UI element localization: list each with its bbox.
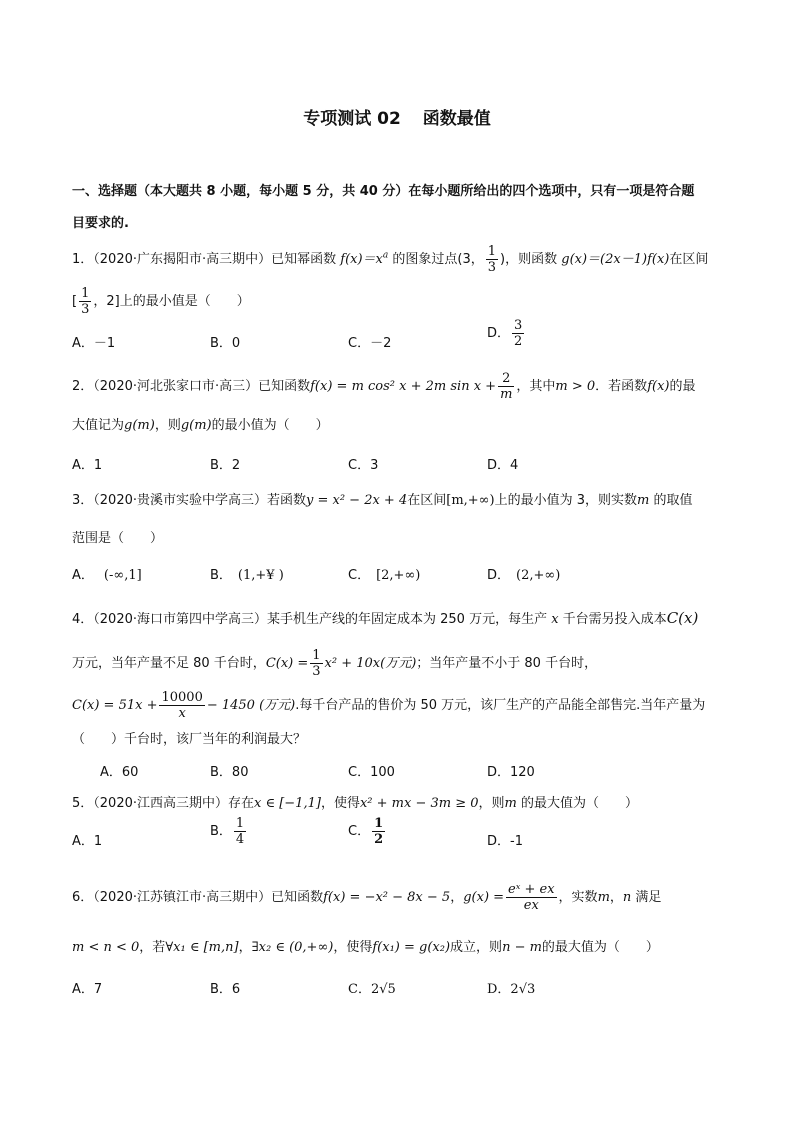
q4-option-c[interactable]: C．100 [348, 765, 395, 780]
q2-cond: m > 0 [555, 379, 596, 394]
q6-line2-h: 成立，则 [450, 940, 503, 955]
q1-mid2: )，则函数 [500, 252, 562, 267]
q3-option-c[interactable] [348, 564, 420, 583]
q2-option-a[interactable]: A．1 [72, 458, 103, 473]
q2-fx: f(x) [647, 379, 670, 394]
q6-comma: ， [450, 890, 464, 905]
q5-optc-den: 2 [374, 832, 384, 847]
question-3-line2: 范围是（ ） [72, 531, 164, 546]
q6-end: 满足 [631, 890, 662, 905]
q5-ineq: x² + mx − 3m ≥ 0 [359, 796, 479, 811]
section-header-line1: 一、选择题（本大题共 8 小题，每小题 5 分，共 40 分）在每小题所给出的四个选项中，只有一项是符合题 [72, 184, 695, 199]
q4-option-a[interactable]: A．60 [100, 765, 139, 780]
q2-option-d[interactable]: D．4 [487, 458, 519, 473]
q3-optc-label: C． [348, 568, 371, 583]
q1-optd-num: 3 [514, 318, 523, 333]
q1-optd-den: 2 [514, 334, 523, 349]
q6-line2-f: ，使得 [333, 940, 373, 955]
question-1-line2 [72, 286, 250, 317]
q4-line3-frac-den: x [178, 706, 186, 721]
q1-frac2-num: 1 [81, 286, 90, 301]
q1-option-d[interactable] [487, 318, 526, 349]
q2-gm2: g(m) [180, 418, 212, 433]
q4-line1-b: 千台需另投入成本 [558, 612, 667, 627]
q4-line3-expr-b: − 1450 (万元) [206, 698, 296, 713]
question-1-line1 [72, 244, 708, 275]
q3-optd-value: (2,+∞) [516, 568, 561, 583]
q6-g-frac [506, 882, 557, 913]
q2-line2-b: ，则 [154, 418, 181, 433]
q4-x: x [551, 612, 559, 627]
q3-optc-value: [2,+∞) [376, 568, 421, 583]
q2-frac-num: 2 [498, 371, 514, 387]
q6-option-c[interactable]: C．2√5 [348, 982, 396, 997]
q6-option-b[interactable]: B．6 [210, 982, 241, 997]
question-4-line1 [72, 608, 698, 627]
question-6-line2 [72, 936, 659, 955]
section-header-line2: 目要求的. [72, 216, 129, 231]
q6-option-d[interactable]: D．2√3 [487, 982, 536, 997]
q6-fx: f(x) = −x² − 8x − 5 [323, 890, 451, 905]
q1-option-c[interactable]: C．－2 [348, 336, 392, 351]
q5-option-d[interactable]: D．-1 [487, 834, 523, 849]
q2-mid: ，其中 [516, 379, 556, 394]
q1-bracket: [ [72, 294, 78, 309]
q4-line2-frac [310, 648, 322, 679]
q3-mid: 在区间 [407, 493, 447, 508]
q1-frac-num: 1 [487, 244, 497, 259]
q3-end2: 的取值 [649, 493, 693, 508]
q3-opta-value: (-∞,1] [103, 568, 142, 583]
q1-optd-frac [512, 318, 524, 349]
q1-line2-end: ，2]上的最小值是（ ） [93, 294, 250, 309]
q2-gm: g(m) [124, 418, 155, 433]
q6-line2-d: ， [238, 940, 252, 955]
q3-opta-label: A． [72, 568, 94, 583]
q4-line2-frac-num: 1 [312, 648, 321, 663]
q1-prefix: 1．（2020·广东揭阳市·高三期中）已知幂函数 [72, 252, 341, 267]
question-3-line1 [72, 489, 692, 508]
q4-line2-expr-b: x² + 10x(万元) [324, 656, 417, 671]
q4-option-b[interactable]: B．80 [210, 765, 249, 780]
q5-optb-den: 4 [235, 832, 245, 847]
q4-line2-expr-a: C(x) = [265, 656, 309, 671]
q5-option-b[interactable] [210, 816, 248, 847]
q5-option-a[interactable]: A．1 [72, 834, 103, 849]
q1-fraction [486, 244, 498, 275]
q6-g-den: ex [523, 898, 539, 913]
q4-line3-frac-num: 10000 [161, 690, 203, 705]
q5-option-c[interactable] [348, 816, 387, 847]
question-6-line1 [72, 882, 661, 913]
q1-gx: g(x)＝(2x－1)f(x) [561, 252, 670, 267]
q3-option-d[interactable] [487, 564, 560, 583]
q6-mid: ，实数 [558, 890, 598, 905]
q6-line2-i: n − m [502, 940, 542, 955]
q1-frac2-den: 3 [81, 302, 90, 317]
q5-mid2: ，则 [478, 796, 505, 811]
q3-option-b[interactable] [210, 564, 284, 583]
q5-optb-label: B． [210, 824, 232, 839]
q1-fx-exp: a [382, 250, 389, 261]
q2-end: ．若函数 [595, 379, 648, 394]
q6-line2-j: 的最大值为（ ） [541, 940, 659, 955]
q6-sep: ， [609, 890, 623, 905]
question-4-line2 [72, 648, 597, 679]
q6-n: n [622, 890, 632, 905]
q1-mid1: 的图象过点(3， [388, 252, 484, 267]
q4-line3-expr-a: C(x) = 51x + [72, 698, 158, 713]
q6-line2-b: ，若 [139, 940, 166, 955]
q3-expr: y = x² − 2x + 4 [306, 493, 408, 508]
q5-prefix: 5．（2020·江西高三期中）存在 [72, 796, 254, 811]
title-part2: 函数最值 [422, 109, 491, 129]
question-5-line1 [72, 792, 638, 811]
q5-m: m [504, 796, 517, 811]
q2-prefix: 2．（2020·河北张家口市·高三）已知函数 [72, 379, 311, 394]
q1-frac-den: 3 [487, 260, 497, 275]
question-4-line3 [72, 690, 705, 721]
q3-optd-label: D． [487, 568, 511, 583]
q3-optb-value: (1,+¥ ) [237, 568, 284, 583]
question-2-line1 [72, 371, 696, 402]
q6-option-a[interactable]: A．7 [72, 982, 103, 997]
q3-optb-label: B． [210, 568, 232, 583]
q4-option-d[interactable]: D．120 [487, 765, 535, 780]
q2-fraction [498, 371, 514, 402]
q3-m: m [636, 493, 650, 508]
q6-gx: g(x) = [463, 890, 505, 905]
q6-g-num: eˣ + ex [508, 882, 555, 897]
q5-optc-num: 1 [374, 816, 384, 831]
q2-line2-c: 的最小值为（ ） [211, 418, 329, 433]
question-2-line2 [72, 414, 329, 433]
q1-option-a[interactable]: A．－1 [72, 336, 116, 351]
q1-fx: f(x)＝x [340, 252, 383, 267]
q3-interval: [m,+∞) [446, 493, 495, 508]
q2-line2-a: 大值记为 [72, 418, 125, 433]
q5-optc-label: C． [348, 824, 371, 839]
q6-line2-c: ∀x₁ ∈ [m,n] [165, 940, 239, 955]
q5-cond: x ∈ [−1,1] [254, 796, 321, 811]
q6-line2-g: f(x₁) = g(x₂) [372, 940, 451, 955]
q5-optc-frac [372, 816, 385, 847]
q4-line1-a: 4．（2020·海口市第四中学高三）某手机生产线的年固定成本为 250 万元，每生产 [72, 612, 552, 627]
question-4-line4: （ ）千台时，该厂当年的利润最大？ [72, 732, 307, 747]
q6-line2-a: m < n < 0 [72, 940, 140, 955]
q4-line2-a: 万元，当年产量不足 80 千台时， [72, 656, 266, 671]
q2-option-b[interactable]: B．2 [210, 458, 241, 473]
q4-line2-b: ；当年产量不小于 80 千台时， [416, 656, 598, 671]
q5-optb-frac [234, 816, 246, 847]
q3-option-a[interactable] [72, 564, 142, 583]
q5-optb-num: 1 [235, 816, 245, 831]
q6-prefix: 6．（2020·江苏镇江市·高三期中）已知函数 [72, 890, 324, 905]
q5-mid: ，使得 [320, 796, 360, 811]
page-title [0, 104, 794, 129]
q2-expr1: f(x) = m cos² x + 2m sin x + [310, 379, 497, 394]
q1-fraction2 [79, 286, 91, 317]
q4-line2-frac-den: 3 [312, 664, 321, 679]
q3-prefix: 3．（2020·贵溪市实验中学高三）若函数 [72, 493, 306, 508]
q4-line3-b: .每千台产品的售价为 50 万元，该厂生产的产品能全部售完.当年产量为 [295, 698, 706, 713]
q2-option-c[interactable]: C．3 [348, 458, 379, 473]
q6-m: m [597, 890, 610, 905]
title-part1: 专项测试 02 [303, 109, 401, 129]
q1-option-b[interactable]: B．0 [210, 336, 241, 351]
q5-end: 的最大值为（ ） [516, 796, 638, 811]
q2-end2: 的最 [669, 379, 696, 394]
q2-frac-den: m [500, 387, 513, 402]
q4-cx: C(x) [666, 609, 699, 627]
q4-line3-frac [159, 690, 204, 721]
q1-optd-label: D． [487, 326, 511, 341]
q1-end1: 在区间 [669, 252, 709, 267]
q6-line2-e: ∃x₂ ∈ (0,+∞) [251, 940, 334, 955]
q3-end: 上的最小值为 3，则实数 [494, 493, 637, 508]
